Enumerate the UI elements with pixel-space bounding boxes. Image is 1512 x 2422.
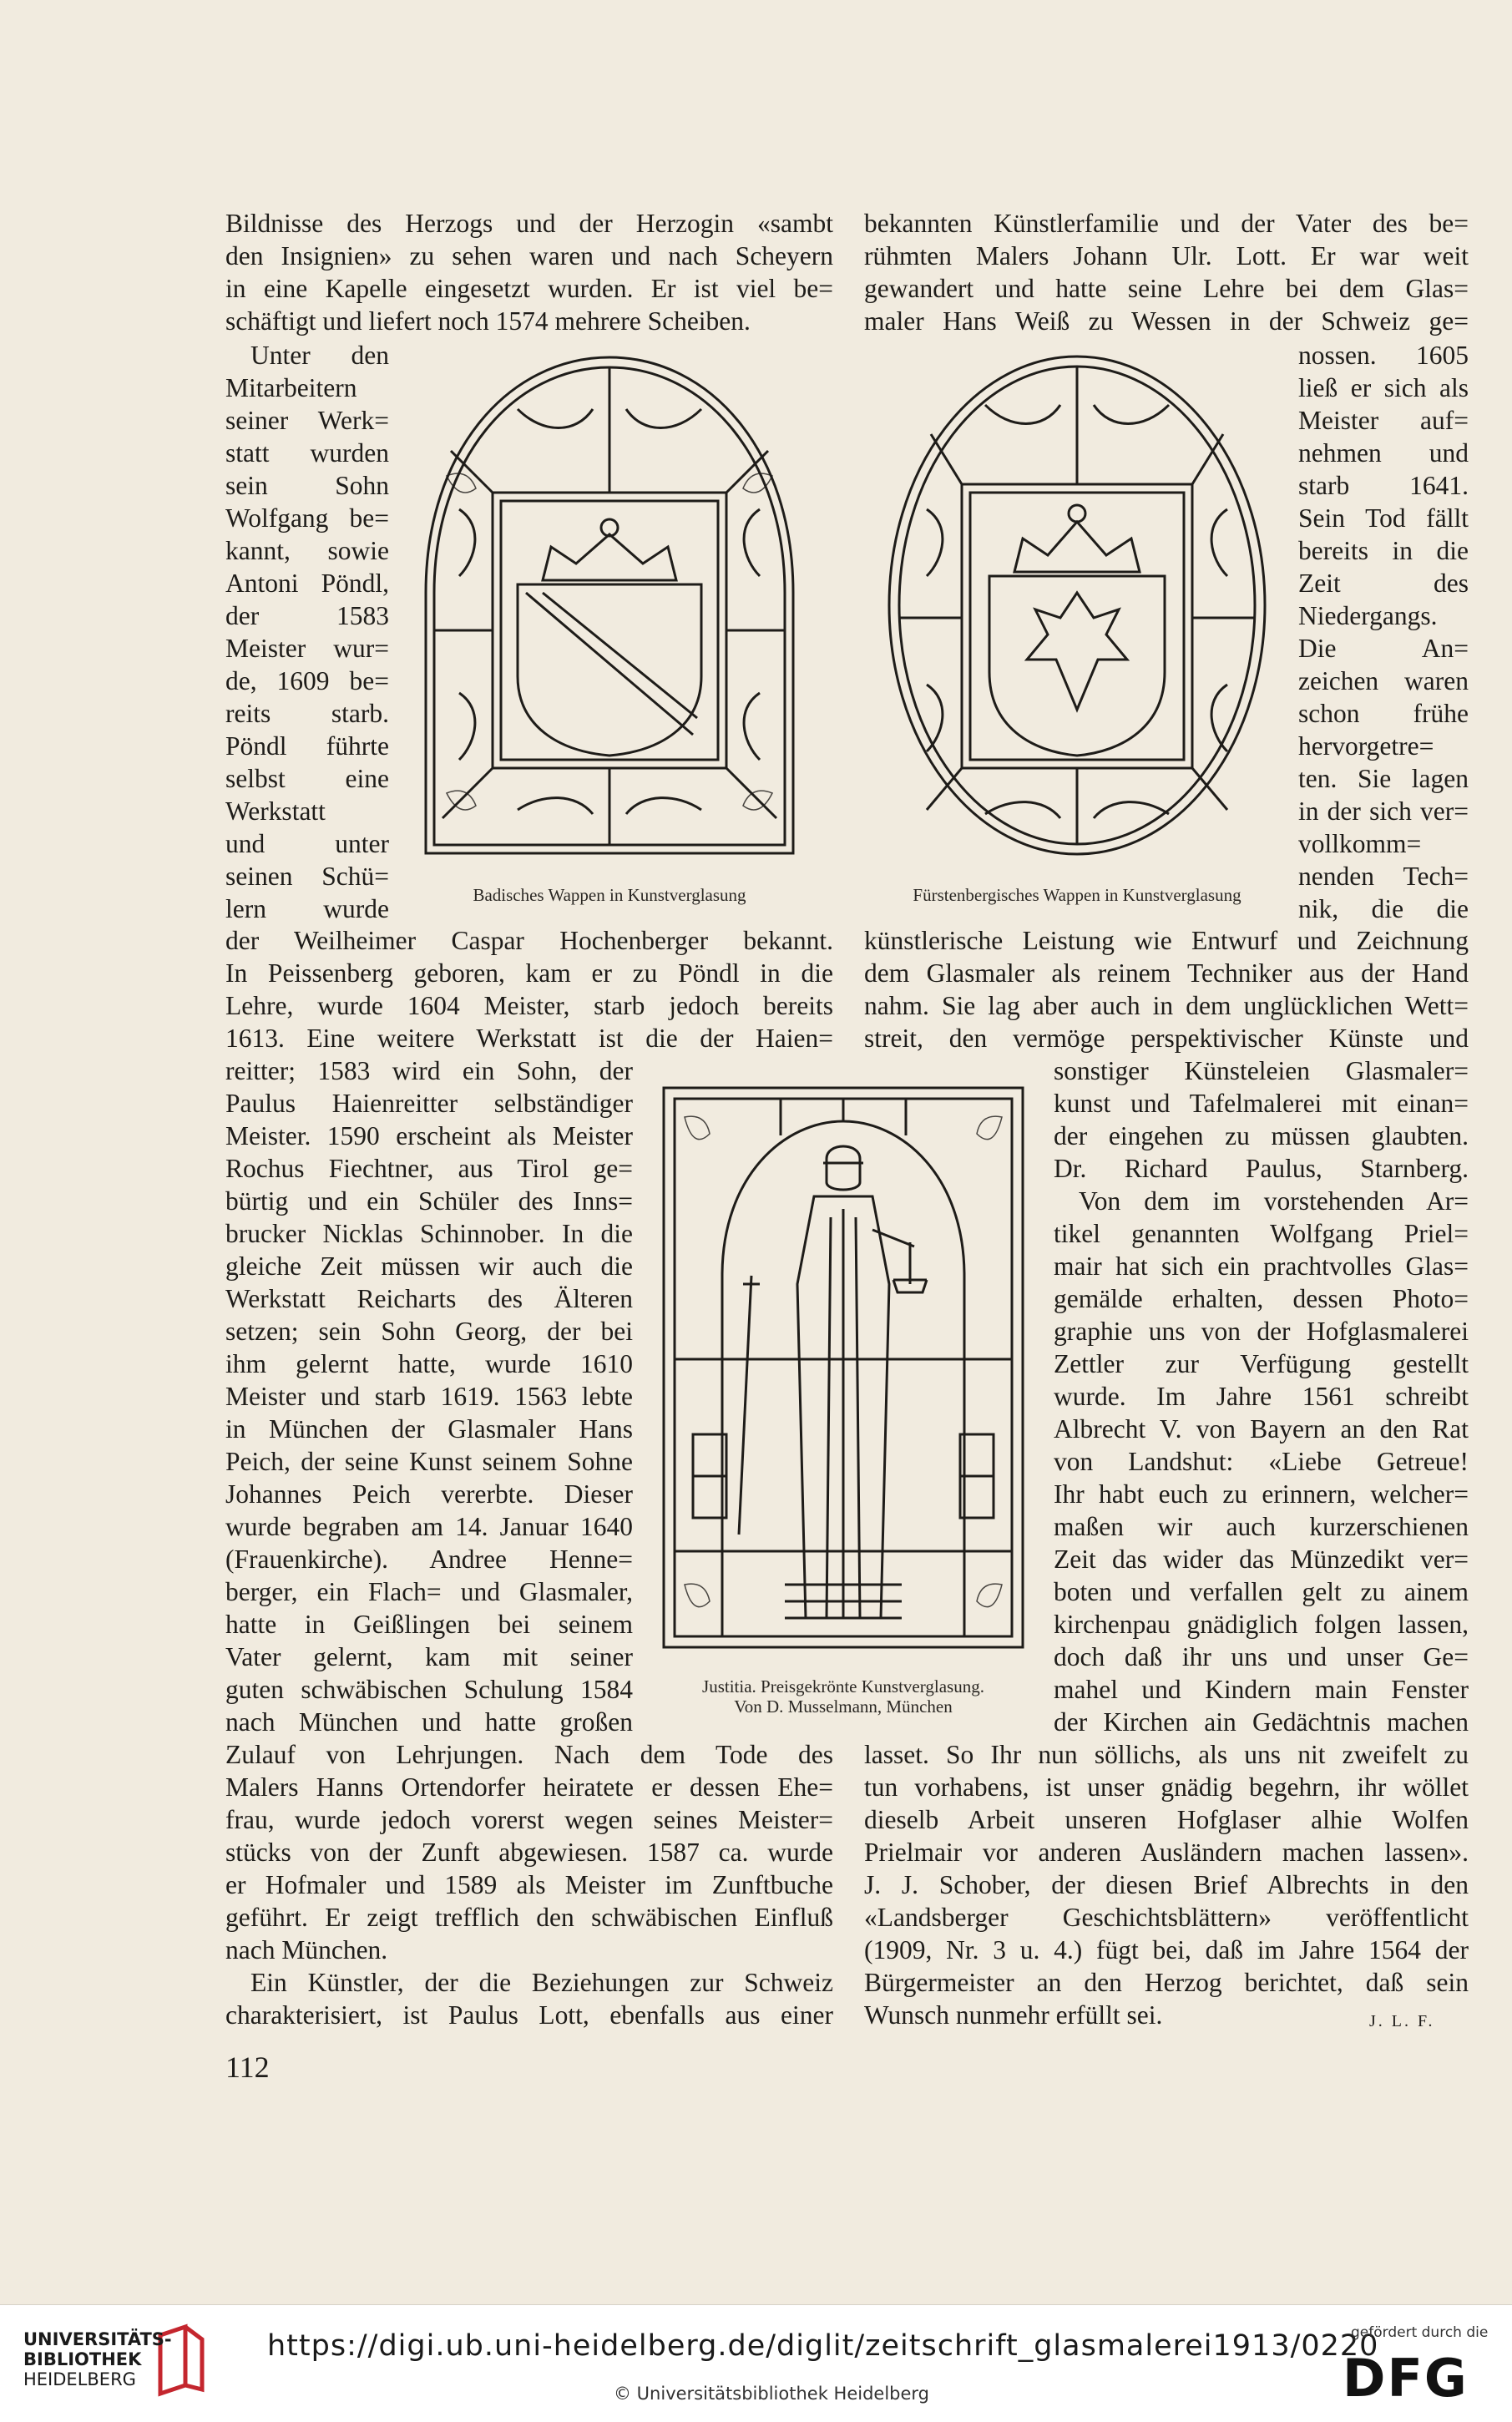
- library-name: [23, 2329, 172, 2389]
- text-line: bekannten Künstlerfamilie und der Vater des be=: [864, 209, 1469, 238]
- text-line: Wolfgang be=: [225, 503, 389, 533]
- text-line: statt wurden: [225, 438, 389, 468]
- text-line: nach München.: [225, 1935, 388, 1964]
- text-line: Johannes Peich vererbte. Dieser: [225, 1479, 633, 1509]
- text-line: Zeit des: [1298, 569, 1469, 598]
- text-line: streit, den vermöge perspektivischer Künste und: [864, 1024, 1469, 1053]
- text-line: Peich, der seine Kunst seinem Sohne: [225, 1447, 633, 1476]
- text-line: Paulus Haienreitter selbständiger: [225, 1089, 633, 1118]
- text-line: Unter den: [250, 341, 389, 370]
- text-line: Die An=: [1298, 634, 1469, 663]
- text-line: seinen Schü=: [225, 862, 389, 891]
- text-line: (Frauenkirche). Andree Henne=: [225, 1545, 633, 1574]
- library-name-line-3: HEIDELBERG: [23, 2369, 136, 2389]
- text-line: den Insignien» zu sehen waren und nach Scheyern: [225, 241, 833, 271]
- text-line: Vater gelernt, kam mit seiner: [225, 1642, 633, 1671]
- funded-by-label: gefördert durch die: [1351, 2324, 1489, 2341]
- text-line: dem Glasmaler als reinem Techniker aus der Hand: [864, 958, 1469, 988]
- text-line: Rochus Fiechtner, aus Tirol ge=: [225, 1154, 633, 1183]
- text-line: In Peissenberg geboren, kam er zu Pöndl in die: [225, 958, 833, 988]
- text-line: starb 1641.: [1298, 471, 1469, 500]
- caption-justitia-1: Justitia. Preisgekrönte Kunstverglasung.: [702, 1676, 984, 1696]
- text-line: Lehre, wurde 1604 Meister, starb jedoch bereits: [225, 991, 833, 1020]
- viewer-footer: [0, 2304, 1512, 2422]
- text-line: hatte in Geißlingen bei seinem: [225, 1610, 633, 1639]
- text-line: sonstiger Künsteleien Glasmaler=: [1054, 1056, 1469, 1085]
- text-line: boten und verfallen gelt zu ainem: [1054, 1577, 1469, 1606]
- text-line: der eingehen zu müssen glaubten.: [1054, 1121, 1469, 1150]
- text-line: kunst und Tafelmalerei mit einan=: [1054, 1089, 1469, 1118]
- text-line: Albrecht V. von Bayern an den Rat: [1054, 1414, 1469, 1444]
- text-line: nahm. Sie lag aber auch in dem unglücklichen Wett=: [864, 991, 1469, 1020]
- text-line: tun vorhabens, ist unser gnädig begehrn, ihr wöllet: [864, 1772, 1469, 1802]
- library-name-line-2: BIBLIOTHEK: [23, 2349, 142, 2369]
- text-line: dieselb Arbeit unseren Hofglaser alhie Wolfen: [864, 1805, 1469, 1834]
- text-line: der Weilheimer Caspar Hochenberger bekannt.: [225, 926, 833, 955]
- text-line: selbst eine: [225, 764, 389, 793]
- text-line: Malers Hanns Ortendorfer heiratete er dessen Ehe=: [225, 1772, 833, 1802]
- text-line: in der sich ver=: [1298, 796, 1469, 826]
- text-line: er Hofmaler und 1589 als Meister im Zunftbuche: [225, 1870, 833, 1899]
- text-line: frau, wurde jedoch vorerst wegen seines Meister=: [225, 1805, 833, 1834]
- text-line: zeichen waren: [1298, 666, 1469, 695]
- text-line: charakterisiert, ist Paulus Lott, ebenfalls aus einer: [225, 2000, 833, 2030]
- text-line: hervorgetre=: [1298, 731, 1434, 761]
- right-column-mid: [1054, 1054, 1469, 1738]
- text-line: mahel und Kindern main Fenster: [1054, 1675, 1469, 1704]
- justitia-window-figure: [660, 1084, 1027, 1651]
- text-line: seiner Werk=: [225, 406, 389, 435]
- text-line: Dr. Richard Paulus, Starnberg.: [1054, 1154, 1469, 1183]
- dfg-logo: DFG: [1343, 2348, 1469, 2409]
- left-column-top: [225, 207, 833, 337]
- left-column-last: [225, 1966, 833, 2031]
- page-number: 112: [225, 2050, 270, 2084]
- text-line: nehmen und: [1298, 438, 1469, 468]
- copyright-notice: © Universitätsbibliothek Heidelberg: [614, 2384, 930, 2404]
- text-line: der 1583: [225, 601, 389, 630]
- text-line: in eine Kapelle eingesetzt wurden. Er ist viel be=: [225, 274, 833, 303]
- text-line: de, 1609 be=: [225, 666, 389, 695]
- text-line: mair hat sich ein prachtvolles Glas=: [1054, 1251, 1469, 1281]
- text-line: setzen; sein Sohn Georg, der bei: [225, 1317, 633, 1346]
- text-line: nach München und hatte großen: [225, 1707, 633, 1737]
- text-line: Meister wur=: [225, 634, 389, 663]
- text-line: Meister und starb 1619. 1563 lebte: [225, 1382, 633, 1411]
- text-line: gemälde erhalten, dessen Photo=: [1054, 1284, 1469, 1313]
- text-line: Pöndl führte: [225, 731, 389, 761]
- text-line: Prielmair vor anderen Ausländern machen lassen».: [864, 1838, 1469, 1867]
- left-column-narrow: [225, 339, 389, 925]
- text-line: nik, die die: [1298, 894, 1469, 923]
- right-column-full: [864, 924, 1469, 1054]
- text-line: sein Sohn: [225, 471, 389, 500]
- text-line: Von dem im vorstehenden Ar=: [1079, 1186, 1469, 1216]
- right-column-top: [864, 207, 1469, 337]
- text-line: Ein Künstler, der die Beziehungen zur Schweiz: [250, 1968, 833, 1997]
- text-line: reits starb.: [225, 699, 389, 728]
- text-line: reitter; 1583 wird ein Sohn, der: [225, 1056, 633, 1085]
- text-line: geführt. Er zeigt trefflich den schwäbischen Einfluß: [225, 1903, 833, 1932]
- caption-fuerstenbergisches: Fürstenbergisches Wappen in Kunstverglasung: [913, 885, 1241, 905]
- text-line: schon frühe: [1298, 699, 1469, 728]
- text-line: Sein Tod fällt: [1298, 503, 1469, 533]
- text-line: (1909, Nr. 3 u. 4.) fügt bei, daß im Jahre 1564 der: [864, 1935, 1469, 1964]
- text-line: schäftigt und liefert noch 1574 mehrere Scheiben.: [225, 306, 751, 336]
- text-line: J. J. Schober, der diesen Brief Albrechts in den: [864, 1870, 1469, 1899]
- text-line: doch daß ihr uns und unser Ge=: [1054, 1642, 1469, 1671]
- badisches-wappen-figure: [409, 342, 810, 868]
- text-line: graphie uns von der Hofglasmalerei: [1054, 1317, 1469, 1346]
- left-column-full: [225, 924, 833, 1054]
- text-line: Bildnisse des Herzogs und der Herzogin «sambt: [225, 209, 833, 238]
- text-line: Werkstatt: [225, 796, 326, 826]
- text-line: rühmten Malers Johann Ulr. Lott. Er war weit: [864, 241, 1469, 271]
- text-line: Ihr habt euch zu erinnern, welcher=: [1054, 1479, 1469, 1509]
- text-line: der Kirchen ain Gedächtnis machen: [1054, 1707, 1469, 1737]
- text-line: künstlerische Leistung wie Entwurf und Zeichnung: [864, 926, 1469, 955]
- text-line: lasset. So Ihr nun söllichs, als uns nit zweifelt zu: [864, 1740, 1469, 1769]
- text-line: ließ er sich als: [1298, 373, 1469, 402]
- text-line: von Landshut: «Liebe Getreue!: [1054, 1447, 1469, 1476]
- text-line: Zettler zur Verfügung gestellt: [1054, 1349, 1469, 1378]
- text-line: nenden Tech=: [1298, 862, 1469, 891]
- text-line: Zeit das wider das Münzedikt ver=: [1054, 1545, 1469, 1574]
- text-line: und unter: [225, 829, 389, 858]
- right-column-bottom: [864, 1738, 1469, 2031]
- text-line: Mitarbeitern: [225, 373, 357, 402]
- text-line: bürtig und ein Schüler des Inns=: [225, 1186, 633, 1216]
- text-line: «Landsberger Geschichtsblättern» veröffentlicht: [864, 1903, 1469, 1932]
- text-line: 1613. Eine weitere Werkstatt ist die der Haien=: [225, 1024, 833, 1053]
- text-line: gleiche Zeit müssen wir auch die: [225, 1251, 633, 1281]
- text-line: lern wurde: [225, 894, 389, 923]
- left-column-mid: [225, 1054, 633, 1738]
- caption-justitia-2: Von D. Musselmann, München: [734, 1696, 953, 1717]
- text-line: Niedergangs.: [1298, 601, 1438, 630]
- text-line: wurde. Im Jahre 1561 schreibt: [1054, 1382, 1469, 1411]
- text-line: Wunsch nunmehr erfüllt sei.: [864, 2000, 1163, 2030]
- text-line: tikel genannten Wolfgang Priel=: [1054, 1219, 1469, 1248]
- text-line: brucker Nicklas Schinnober. In die: [225, 1219, 633, 1248]
- text-line: stücks von der Zunft abgewiesen. 1587 ca. wurde: [225, 1838, 833, 1867]
- caption-badisches: Badisches Wappen in Kunstverglasung: [473, 885, 746, 905]
- text-line: Meister. 1590 erscheint als Meister: [225, 1121, 633, 1150]
- text-line: Bürgermeister an den Herzog berichtet, daß sein: [864, 1968, 1469, 1997]
- right-column-narrow: [1298, 339, 1469, 925]
- text-line: bereits in die: [1298, 536, 1469, 565]
- permalink-url[interactable]: https://digi.ub.uni-heidelberg.de/diglit/zeitschrift_glasmalerei1913/0220: [267, 2329, 1379, 2363]
- fuerstenbergisches-wappen-figure: [868, 342, 1286, 868]
- text-line: kannt, sowie: [225, 536, 389, 565]
- text-line: kirchenpau gnädiglich folgen lassen,: [1054, 1610, 1469, 1639]
- text-line: guten schwäbischen Schulung 1584: [225, 1675, 633, 1704]
- text-line: Meister auf=: [1298, 406, 1469, 435]
- text-line: Antoni Pöndl,: [225, 569, 389, 598]
- text-line: wurde begraben am 14. Januar 1640: [225, 1512, 633, 1541]
- text-line: nossen. 1605: [1298, 341, 1469, 370]
- text-line: Werkstatt Reicharts des Älteren: [225, 1284, 633, 1313]
- author-signature: J. L. F.: [1369, 2012, 1435, 2030]
- left-column-bottom: [225, 1738, 833, 1966]
- text-line: berger, ein Flach= und Glasmaler,: [225, 1577, 633, 1606]
- text-line: gewandert und hatte seine Lehre bei dem Glas=: [864, 274, 1469, 303]
- text-line: in München der Glasmaler Hans: [225, 1414, 633, 1444]
- text-line: Zulauf von Lehrjungen. Nach dem Tode des: [225, 1740, 833, 1769]
- text-line: ihm gelernt hatte, wurde 1610: [225, 1349, 633, 1378]
- library-name-line-1: UNIVERSITÄTS-: [23, 2329, 172, 2349]
- text-line: ten. Sie lagen: [1298, 764, 1469, 793]
- text-line: maler Hans Weiß zu Wessen in der Schweiz ge=: [864, 306, 1469, 336]
- text-line: maßen wir auch kurzerschienen: [1054, 1512, 1469, 1541]
- text-line: vollkomm=: [1298, 829, 1422, 858]
